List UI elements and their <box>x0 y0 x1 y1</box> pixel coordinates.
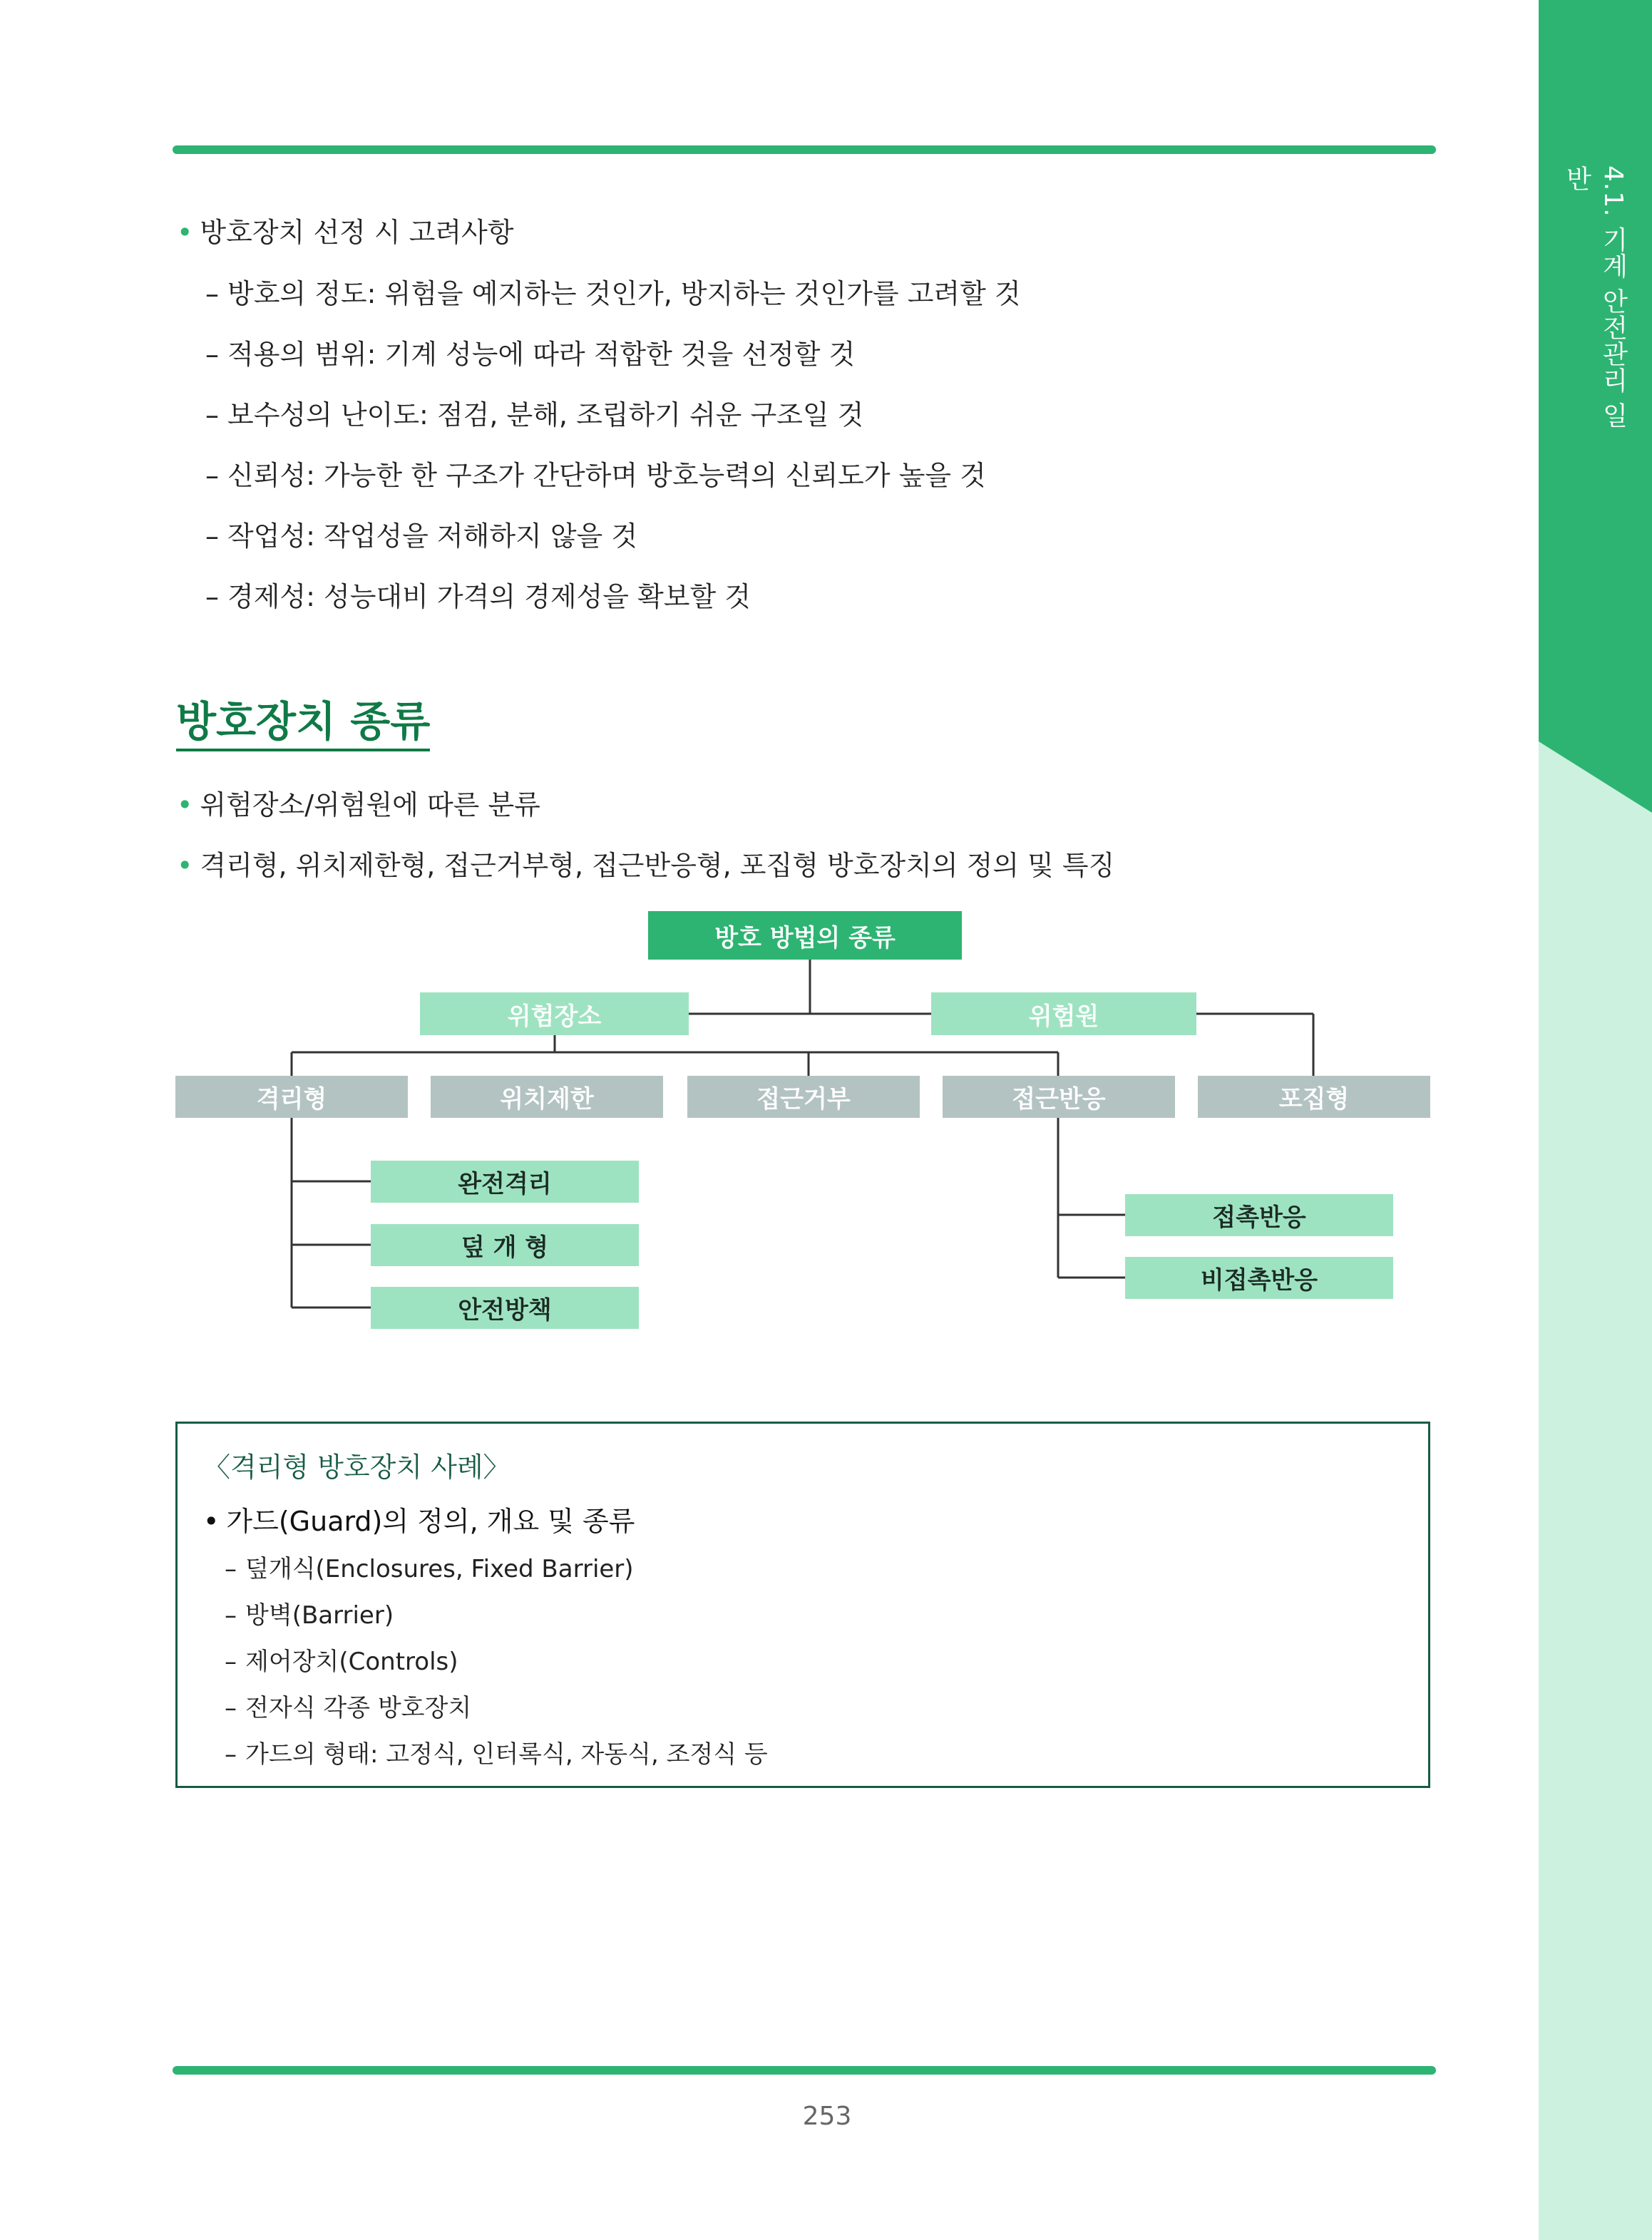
diagram-node-safety-fence: 안전방책 <box>371 1287 639 1329</box>
bullet-icon: • <box>203 1506 220 1537</box>
dash-icon: – <box>225 1740 237 1769</box>
dash-icon: – <box>225 1555 237 1583</box>
diagram-node-complete-isolation: 완전격리 <box>371 1161 639 1203</box>
dash-icon: – <box>225 1648 237 1676</box>
consideration-item-text: 신뢰성: 가능한 한 구조가 간단하며 방호능력의 신뢰도가 높을 것 <box>227 460 986 491</box>
diagram-root-node: 방호 방법의 종류 <box>648 911 962 960</box>
example-item <box>225 1688 471 1723</box>
diagram-node-cover-type: 덮 개 형 <box>371 1224 639 1266</box>
diagram-node-noncontact-reaction: 비접촉반응 <box>1125 1257 1393 1299</box>
bullet-icon: • <box>177 789 193 821</box>
dash-icon: – <box>225 1601 237 1630</box>
example-item-text: 전자식 각종 방호장치 <box>245 1694 472 1722</box>
dash-icon: – <box>205 520 219 552</box>
consideration-item-text: 적용의 범위: 기계 성능에 따라 적합한 것을 선정할 것 <box>227 339 856 370</box>
example-item <box>225 1549 634 1584</box>
diagram-node-hazard-source: 위험원 <box>931 992 1196 1035</box>
example-bullet <box>203 1499 635 1538</box>
bullet-icon: • <box>177 217 193 248</box>
example-bullet-text: 가드(Guard)의 정의, 개요 및 종류 <box>226 1506 635 1537</box>
side-tab-label: 4.1. 기계 안전관리 일반 <box>1562 165 1628 429</box>
dash-icon: – <box>205 278 219 309</box>
dash-icon: – <box>225 1694 237 1722</box>
diagram-node-position-limit: 위치제한 <box>431 1076 663 1118</box>
example-title: 〈격리형 방호장치 사례〉 <box>203 1452 511 1483</box>
diagram-node-contact-reaction: 접촉반응 <box>1125 1194 1393 1236</box>
example-item-text: 방벽(Barrier) <box>245 1601 394 1630</box>
bullet-icon: • <box>177 850 193 881</box>
section-title: 방호장치 종류 <box>176 696 430 751</box>
diagram-node-access-reaction: 접근반응 <box>943 1076 1175 1118</box>
diagram-node-capture: 포집형 <box>1198 1076 1430 1118</box>
dash-icon: – <box>205 399 219 431</box>
bottom-rule <box>173 2066 1436 2075</box>
example-item-text: 덮개식(Enclosures, Fixed Barrier) <box>245 1555 634 1583</box>
consideration-item-text: 보수성의 난이도: 점검, 분해, 조립하기 쉬운 구조일 것 <box>227 399 864 431</box>
example-item <box>225 1642 458 1677</box>
section-bullet-text: 격리형, 위치제한형, 접근거부형, 접근반응형, 포집형 방호장치의 정의 및 특징 <box>200 850 1115 881</box>
diagram-node-access-denial: 접근거부 <box>687 1076 920 1118</box>
example-item-text: 가드의 형태: 고정식, 인터록식, 자동식, 조정식 등 <box>245 1740 768 1769</box>
dash-icon: – <box>205 339 219 370</box>
example-box <box>175 1422 1430 1788</box>
section-bullet-text: 위험장소/위험원에 따른 분류 <box>200 789 540 821</box>
consideration-item-text: 경제성: 성능대비 가격의 경제성을 확보할 것 <box>227 581 751 612</box>
diagram-node-isolation: 격리형 <box>175 1076 408 1118</box>
example-item <box>225 1735 768 1769</box>
page-number: 253 <box>802 2102 852 2131</box>
consideration-heading-text: 방호장치 선정 시 고려사항 <box>200 217 514 248</box>
dash-icon: – <box>205 581 219 612</box>
consideration-item-text: 작업성: 작업성을 저해하지 않을 것 <box>227 520 638 552</box>
consideration-item-text: 방호의 정도: 위험을 예지하는 것인가, 방지하는 것인가를 고려할 것 <box>227 278 1021 309</box>
diagram-node-hazard-location: 위험장소 <box>420 992 689 1035</box>
dash-icon: – <box>205 460 219 491</box>
example-item <box>225 1596 394 1630</box>
example-item-text: 제어장치(Controls) <box>245 1648 458 1676</box>
